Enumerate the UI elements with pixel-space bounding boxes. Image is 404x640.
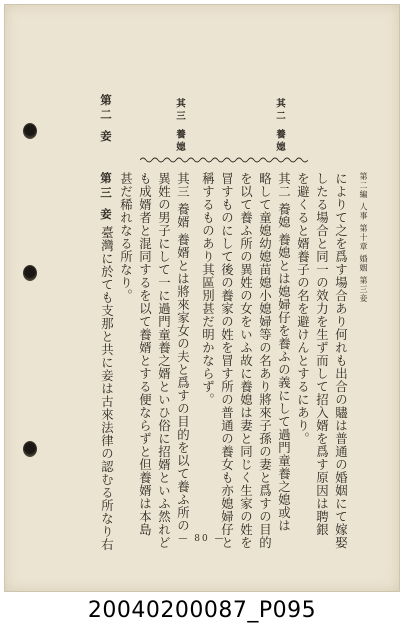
body-column: 其二 養媳 養媳とは媳婦仔を養ふの義にして過門童養之媳或は	[276, 172, 292, 533]
body-column: 甚だ稀れなる所なり。	[118, 172, 134, 302]
page-number: — 80 —	[178, 534, 226, 544]
binding-hole	[23, 123, 37, 139]
body-column: も成婿者と混同するを以て養婿とする便ならずと但養婿は本島	[137, 172, 153, 536]
binding-hole	[23, 441, 37, 457]
body-column: によりて之を爲す場合あり何れも出合の贐は普通の婚姻にて嫁娶	[333, 172, 349, 549]
body-column: 異姓の男子にして一に過門童養之婿といひ俗に招婿といふ然れど	[156, 172, 172, 549]
section-heading-3: 第三 妾	[99, 172, 113, 223]
running-title: 第二編 人事 第十章 婚姻 第三妾	[359, 172, 368, 304]
image-caption: 20040200087_P095	[87, 598, 317, 623]
body-column: 稱するものあり其區別甚だ明かならず。	[200, 172, 216, 406]
body-column: 略して童媳幼媳苗媳小媳婦等の名あり將來子孫の妻と爲すの目的	[257, 172, 273, 549]
body-column: を避くると婿養子の名を避けんとするにあり。	[295, 172, 311, 445]
subhead-right: 其二 養媳	[274, 98, 285, 155]
body-column: 其三 養婿 養婿とは將來家女の夫と爲すの目的を以て養ふ所の	[175, 172, 191, 533]
subhead-left: 其三 養媳	[174, 98, 185, 155]
binding-hole	[23, 265, 37, 281]
wavy-divider	[140, 156, 308, 164]
body-column: したる場合と同一の效力を生ず而して招入婿を爲す原因は聘銀	[314, 172, 330, 536]
body-column: 冒すものにして後の養家の姓を冒す所の普通の養女も亦媳婦仔と	[219, 172, 235, 549]
section-heading-2: 第二 妾	[99, 94, 113, 145]
body-column: 臺灣に於ても支那と共に妾は古來法律の認むる所なり右	[99, 226, 115, 551]
body-column: を以て養ふ所の異姓の女をいふ故に養媳は妻と同じく生家の姓を	[238, 172, 254, 549]
